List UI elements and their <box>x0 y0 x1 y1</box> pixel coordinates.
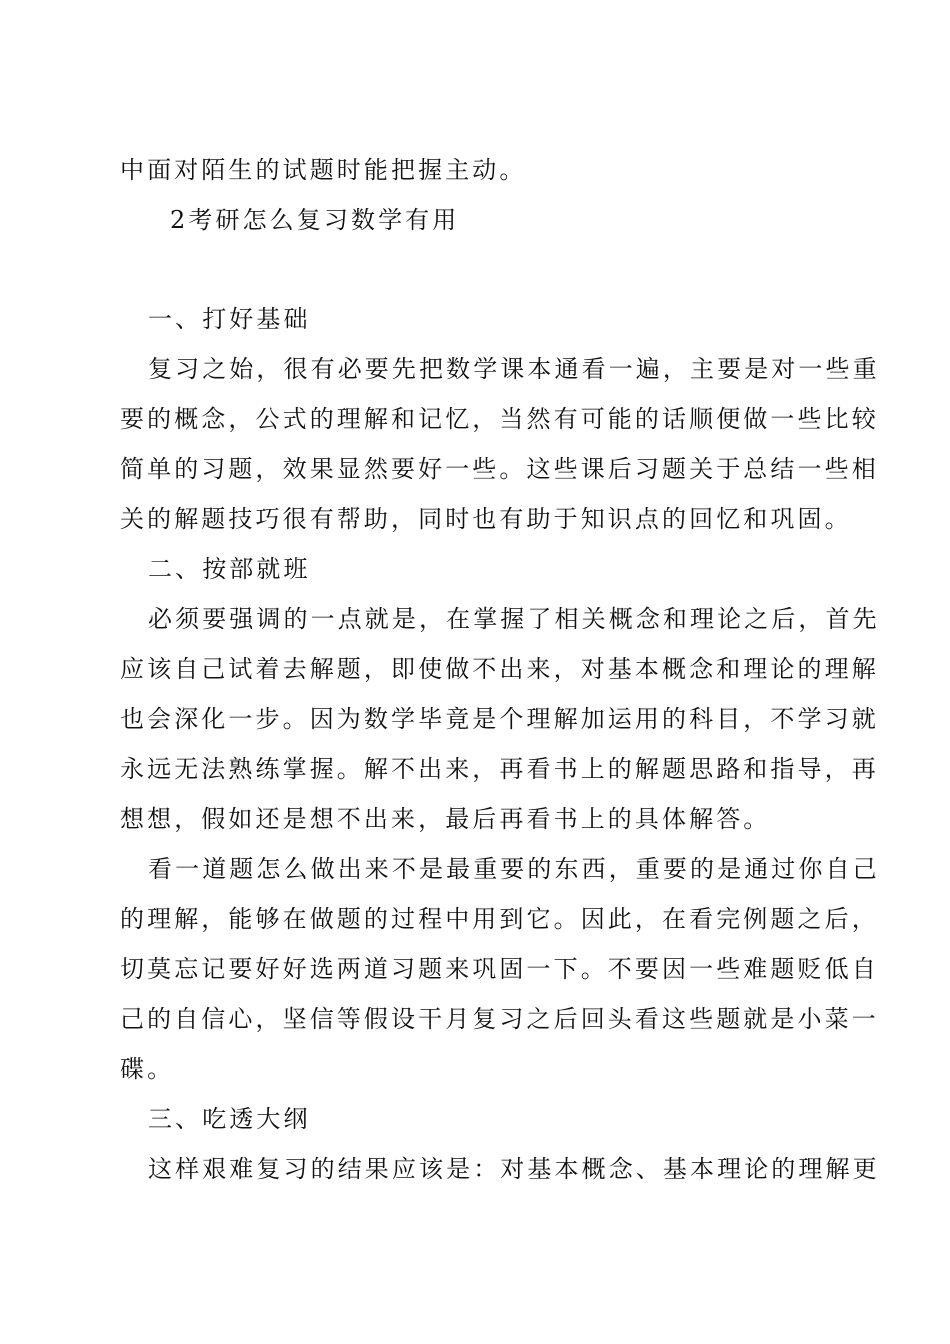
paragraph-line: 也会深化一步。因为数学毕竟是个理解加运用的科目，不学习就 <box>120 705 879 733</box>
paragraph-line: 想想，假如还是想不出来，最后再看书上的具体解答。 <box>120 805 771 833</box>
paragraph-line: 关的解题技巧很有帮助，同时也有助于知识点的回忆和巩固。 <box>120 505 852 533</box>
paragraph-line: 永远无法熟练掌握。解不出来，再看书上的解题思路和指导，再 <box>120 755 879 783</box>
paragraph-line: 的理解，能够在做题的过程中用到它。因此，在看完例题之后， <box>120 905 879 933</box>
paragraph-line: 应该自己试着去解题，即使做不出来，对基本概念和理论的理解 <box>120 655 879 683</box>
paragraph-line: 必须要强调的一点就是，在掌握了相关概念和理论之后，首先 <box>148 605 880 633</box>
section-heading: 三、吃透大纲 <box>148 1105 311 1133</box>
paragraph-line: 这样艰难复习的结果应该是：对基本概念、基本理论的理解更 <box>148 1155 880 1183</box>
paragraph-line: 己的自信心，坚信等假设干月复习之后回头看这些题就是小菜一 <box>120 1005 879 1033</box>
paragraph-line: 中面对陌生的试题时能把握主动。 <box>120 156 527 184</box>
section-title: 2考研怎么复习数学有用 <box>170 206 460 234</box>
paragraph-line: 碟。 <box>120 1055 175 1083</box>
paragraph-line: 简单的习题，效果显然要好一些。这些课后习题关于总结一些相 <box>120 455 879 483</box>
paragraph-line: 复习之始，很有必要先把数学课本通看一遍，主要是对一些重 <box>148 355 880 383</box>
section-heading: 二、按部就班 <box>148 555 311 583</box>
paragraph-line: 看一道题怎么做出来不是最重要的东西，重要的是通过你自己 <box>148 855 880 883</box>
section-heading: 一、打好基础 <box>148 305 311 333</box>
paragraph-line: 切莫忘记要好好选两道习题来巩固一下。不要因一些难题贬低自 <box>120 955 879 983</box>
paragraph-line: 要的概念，公式的理解和记忆，当然有可能的话顺便做一些比较 <box>120 405 879 433</box>
